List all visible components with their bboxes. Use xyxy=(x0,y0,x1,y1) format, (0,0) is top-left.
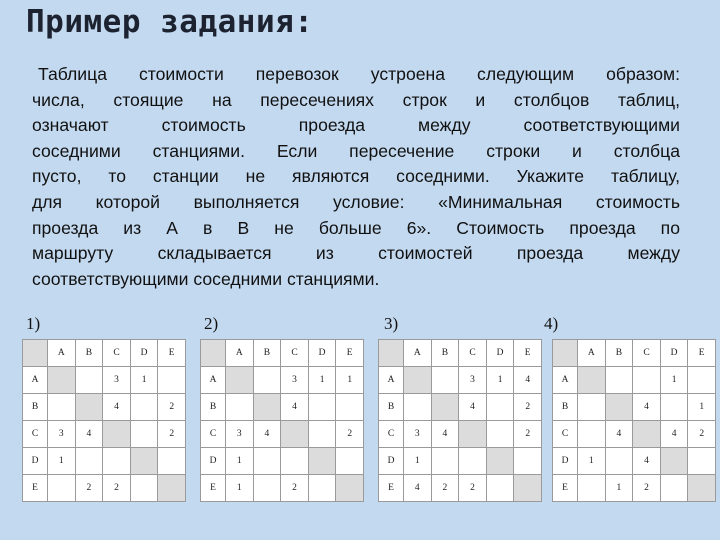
table-cell xyxy=(431,448,459,475)
table-cell: 4 xyxy=(103,394,131,421)
diagonal-cell xyxy=(605,394,633,421)
table-row xyxy=(379,475,542,502)
column-header: A xyxy=(226,340,254,367)
table-cell: 2 xyxy=(514,394,542,421)
table-cell: 4 xyxy=(660,421,688,448)
diagonal-cell xyxy=(459,421,487,448)
table-cell xyxy=(578,475,606,502)
column-header: D xyxy=(486,340,514,367)
column-header: E xyxy=(514,340,542,367)
table-cell: 1 xyxy=(226,448,254,475)
diagonal-cell xyxy=(660,448,688,475)
table-cell xyxy=(130,394,158,421)
table-row xyxy=(379,448,542,475)
table-row xyxy=(553,475,716,502)
table-cell: 4 xyxy=(633,448,661,475)
table-cell: 3 xyxy=(459,367,487,394)
option-label: 4) xyxy=(544,314,559,333)
table-cell: 3 xyxy=(103,367,131,394)
table-cell xyxy=(514,448,542,475)
table-cell: 4 xyxy=(514,367,542,394)
table-row xyxy=(553,394,716,421)
row-header: B xyxy=(379,394,404,421)
table-cell: 2 xyxy=(633,475,661,502)
table-cell xyxy=(578,421,606,448)
diagonal-cell xyxy=(431,394,459,421)
table-cell xyxy=(660,475,688,502)
table-cell xyxy=(336,448,364,475)
diagonal-cell xyxy=(281,421,309,448)
table-cell: 2 xyxy=(459,475,487,502)
row-header: C xyxy=(553,421,578,448)
table-cell: 1 xyxy=(336,367,364,394)
table-cell: 4 xyxy=(633,394,661,421)
table-cell: 1 xyxy=(48,448,76,475)
paragraph-line: пусто, то станции не являются соседними. Укажите таблицу, xyxy=(32,166,680,187)
table-row xyxy=(379,421,542,448)
table-cell xyxy=(130,421,158,448)
table-cell xyxy=(308,421,336,448)
table-cell: 4 xyxy=(253,421,281,448)
table-cell xyxy=(48,394,76,421)
column-header: D xyxy=(660,340,688,367)
table-cell: 4 xyxy=(281,394,309,421)
table-cell xyxy=(688,448,716,475)
page-title: Пример задания: xyxy=(26,4,314,40)
column-header: A xyxy=(578,340,606,367)
table-cell: 1 xyxy=(226,475,254,502)
column-header: B xyxy=(75,340,103,367)
table-cell xyxy=(253,448,281,475)
table-cell xyxy=(431,367,459,394)
row-header: A xyxy=(379,367,404,394)
table-cell: 2 xyxy=(688,421,716,448)
table-cell: 3 xyxy=(48,421,76,448)
column-header: B xyxy=(605,340,633,367)
paragraph-line: для которой выполняется условие: «Минимальная стоимость xyxy=(32,191,680,212)
table-cell: 3 xyxy=(281,367,309,394)
diagonal-cell xyxy=(75,394,103,421)
table-cell xyxy=(75,448,103,475)
table-row xyxy=(201,475,364,502)
table-cell: 2 xyxy=(281,475,309,502)
diagonal-cell xyxy=(103,421,131,448)
diagonal-cell xyxy=(253,394,281,421)
table-row xyxy=(23,475,186,502)
table-cell xyxy=(688,367,716,394)
table-header-row xyxy=(201,340,364,367)
table-cell: 1 xyxy=(605,475,633,502)
column-header: E xyxy=(688,340,716,367)
row-header: B xyxy=(201,394,226,421)
table-cell: 1 xyxy=(404,448,432,475)
table-header-row xyxy=(553,340,716,367)
row-header: E xyxy=(23,475,48,502)
table-cell xyxy=(633,367,661,394)
paragraph-line: проезда из А в В не больше 6». Стоимость проезда по xyxy=(32,217,680,238)
row-header: D xyxy=(23,448,48,475)
option-label: 1) xyxy=(26,314,41,333)
table-cell: 1 xyxy=(660,367,688,394)
diagonal-cell xyxy=(404,367,432,394)
row-header: C xyxy=(379,421,404,448)
table-row xyxy=(201,394,364,421)
table-cell xyxy=(486,394,514,421)
table-row xyxy=(201,448,364,475)
row-header: A xyxy=(201,367,226,394)
table-cell: 1 xyxy=(688,394,716,421)
table-cell: 1 xyxy=(486,367,514,394)
table-row xyxy=(553,421,716,448)
table-row xyxy=(23,394,186,421)
table-cell xyxy=(281,448,309,475)
table-cell: 4 xyxy=(404,475,432,502)
table-row xyxy=(23,448,186,475)
table-cell: 2 xyxy=(103,475,131,502)
table-cell: 2 xyxy=(336,421,364,448)
table-cell xyxy=(226,394,254,421)
table-cell xyxy=(605,367,633,394)
table-cell: 1 xyxy=(308,367,336,394)
row-header: E xyxy=(553,475,578,502)
paragraph-line: маршруту складывается из стоимостей проезда между xyxy=(32,243,680,264)
column-header: C xyxy=(633,340,661,367)
table-cell xyxy=(253,475,281,502)
table-cell: 2 xyxy=(158,394,186,421)
diagonal-cell xyxy=(514,475,542,502)
diagonal-cell xyxy=(130,448,158,475)
paragraph-line: числа, стоящие на пересечениях строк и столбцов таблиц, xyxy=(32,89,680,110)
table-cell xyxy=(486,475,514,502)
diagonal-cell xyxy=(158,475,186,502)
option-label: 2) xyxy=(204,314,219,333)
table-cell xyxy=(158,367,186,394)
table-corner-cell xyxy=(23,340,48,367)
table-cell xyxy=(336,394,364,421)
table-cell: 4 xyxy=(431,421,459,448)
table-cell xyxy=(404,394,432,421)
table-cell xyxy=(48,475,76,502)
table-header-row xyxy=(23,340,186,367)
row-header: A xyxy=(553,367,578,394)
table-row xyxy=(379,367,542,394)
diagonal-cell xyxy=(336,475,364,502)
table-cell: 3 xyxy=(226,421,254,448)
table-cell xyxy=(578,394,606,421)
row-header: C xyxy=(201,421,226,448)
diagonal-cell xyxy=(633,421,661,448)
option-label: 3) xyxy=(384,314,399,333)
row-header: D xyxy=(553,448,578,475)
table-cell xyxy=(605,448,633,475)
diagonal-cell xyxy=(48,367,76,394)
diagonal-cell xyxy=(308,448,336,475)
table-cell xyxy=(75,367,103,394)
column-header: A xyxy=(48,340,76,367)
table-cell: 1 xyxy=(130,367,158,394)
table-cell: 2 xyxy=(75,475,103,502)
table-row xyxy=(379,394,542,421)
table-corner-cell xyxy=(553,340,578,367)
column-header: E xyxy=(158,340,186,367)
paragraph-line: соответствующими соседними станциями. xyxy=(32,268,380,289)
paragraph-line: соседними станциями. Если пересечение строки и столбца xyxy=(32,140,680,161)
row-header: B xyxy=(553,394,578,421)
column-header: B xyxy=(253,340,281,367)
cost-table xyxy=(552,339,716,502)
table-cell xyxy=(660,394,688,421)
row-header: D xyxy=(201,448,226,475)
table-cell xyxy=(253,367,281,394)
column-header: C xyxy=(103,340,131,367)
table-cell: 4 xyxy=(605,421,633,448)
table-header-row xyxy=(379,340,542,367)
column-header: E xyxy=(336,340,364,367)
table-cell: 2 xyxy=(158,421,186,448)
row-header: A xyxy=(23,367,48,394)
paragraph-line: Таблица стоимости перевозок устроена следующим образом: xyxy=(38,64,680,84)
row-header: E xyxy=(379,475,404,502)
table-cell xyxy=(130,475,158,502)
table-corner-cell xyxy=(201,340,226,367)
row-header: B xyxy=(23,394,48,421)
table-cell xyxy=(308,394,336,421)
table-row xyxy=(201,367,364,394)
table-row xyxy=(201,421,364,448)
diagonal-cell xyxy=(578,367,606,394)
table-cell xyxy=(308,475,336,502)
table-row xyxy=(553,448,716,475)
table-row xyxy=(23,421,186,448)
column-header: D xyxy=(308,340,336,367)
table-row xyxy=(23,367,186,394)
paragraph-line: означают стоимость проезда между соответствующими xyxy=(32,115,680,136)
column-header: C xyxy=(281,340,309,367)
table-cell: 4 xyxy=(75,421,103,448)
cost-table xyxy=(200,339,364,502)
table-cell: 3 xyxy=(404,421,432,448)
table-row xyxy=(553,367,716,394)
table-cell: 2 xyxy=(514,421,542,448)
task-paragraph xyxy=(32,62,680,292)
table-corner-cell xyxy=(379,340,404,367)
column-header: D xyxy=(130,340,158,367)
column-header: C xyxy=(459,340,487,367)
row-header: D xyxy=(379,448,404,475)
table-cell: 1 xyxy=(578,448,606,475)
cost-table xyxy=(378,339,542,502)
table-cell xyxy=(459,448,487,475)
table-cell xyxy=(158,448,186,475)
row-header: C xyxy=(23,421,48,448)
table-cell xyxy=(486,421,514,448)
cost-table xyxy=(22,339,186,502)
diagonal-cell xyxy=(226,367,254,394)
diagonal-cell xyxy=(486,448,514,475)
diagonal-cell xyxy=(688,475,716,502)
row-header: E xyxy=(201,475,226,502)
table-cell xyxy=(103,448,131,475)
column-header: A xyxy=(404,340,432,367)
column-header: B xyxy=(431,340,459,367)
table-cell: 4 xyxy=(459,394,487,421)
table-cell: 2 xyxy=(431,475,459,502)
